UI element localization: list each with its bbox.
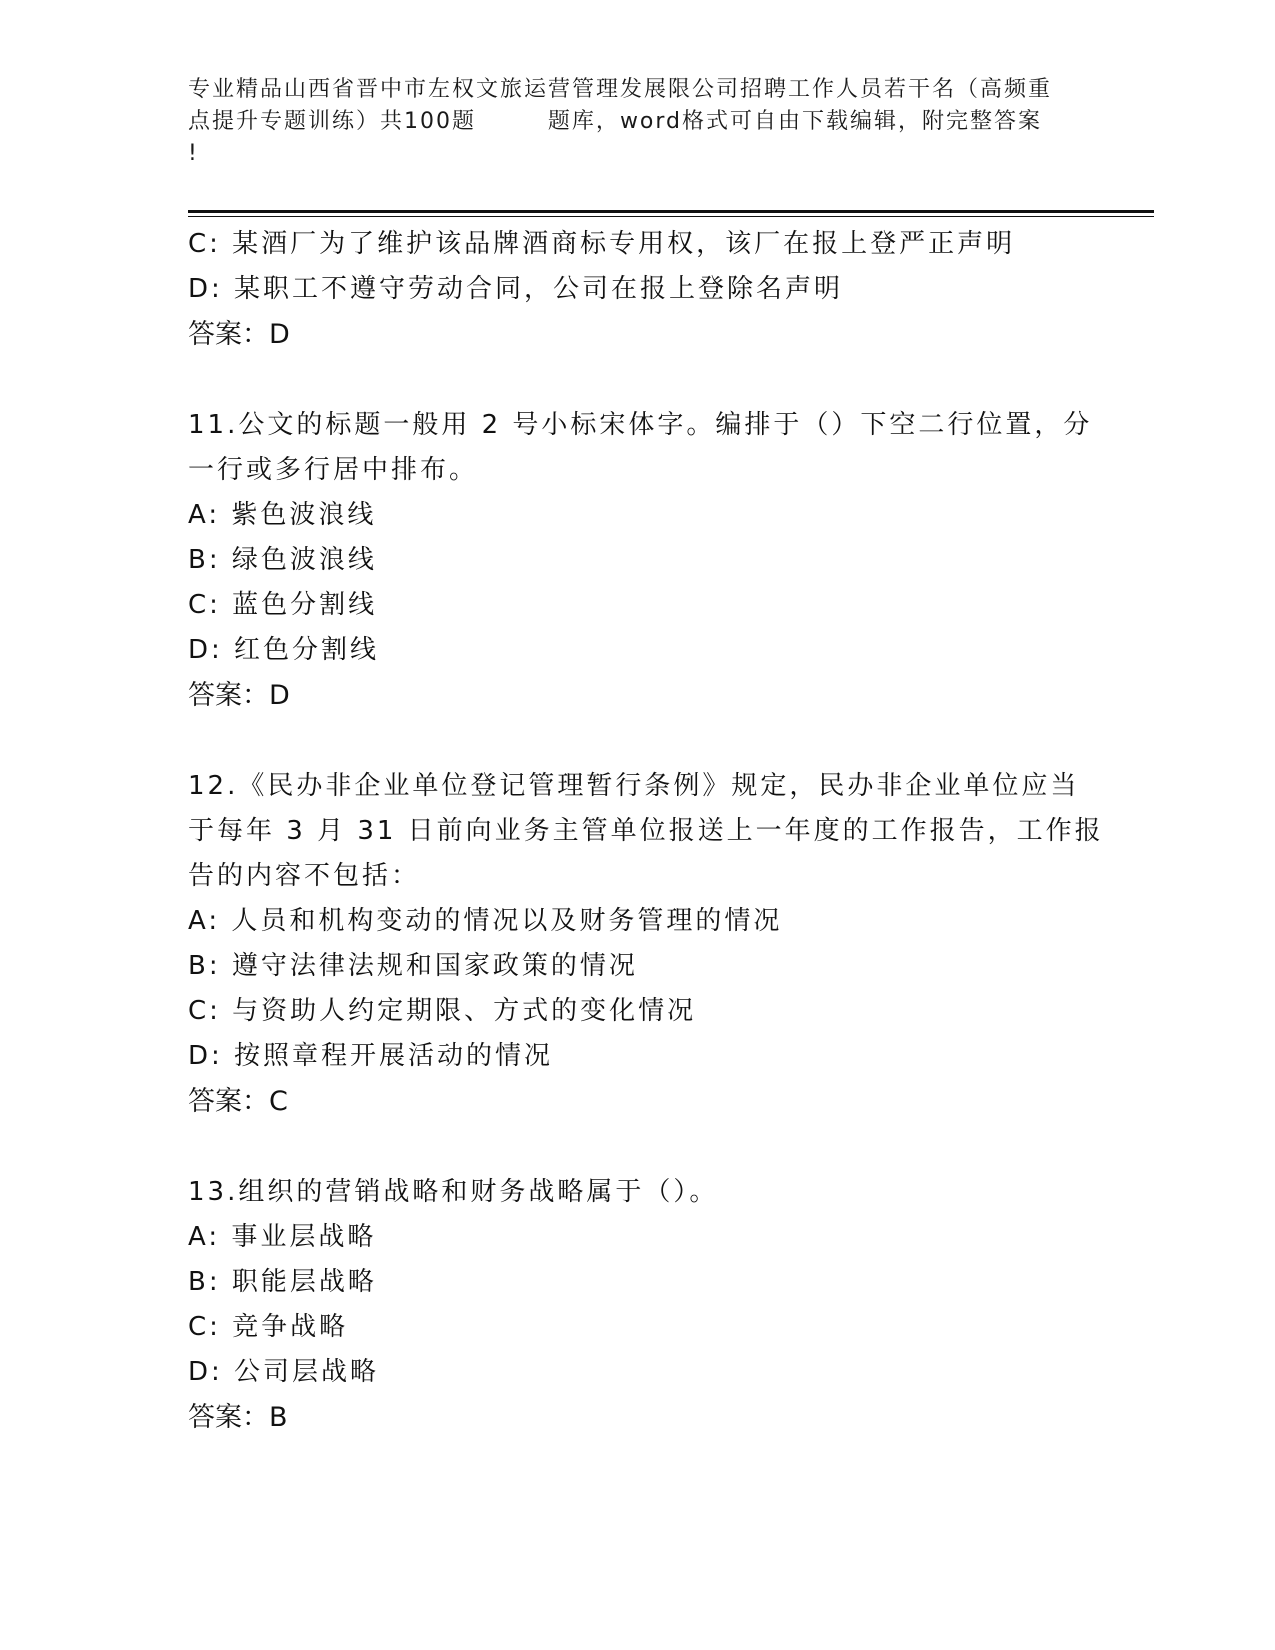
answer-line: 答案：C: [188, 1086, 288, 1117]
option-d: D: 某职工不遵守劳动合同，公司在报上登除名声明: [188, 274, 844, 304]
question-stem: 13.组织的营销战略和财务战略属于（）。: [188, 1177, 719, 1207]
option-c: C: 竞争战略: [188, 1312, 349, 1342]
header-line-2: 点提升专题训练）共100题 题库，word格式可自由下载编辑，附完整答案: [188, 109, 1043, 134]
answer-line: 答案：D: [188, 319, 290, 350]
document-body: [188, 222, 1104, 1440]
header-divider-thin: [188, 216, 1154, 217]
option-b: B: 绿色波浪线: [188, 545, 377, 575]
answer-line: 答案：D: [188, 680, 290, 711]
question-stem: 于每年 3 月 31 日前向业务主管单位报送上一年度的工作报告，工作报: [188, 816, 1104, 846]
option-d: D: 红色分割线: [188, 635, 380, 665]
option-a: A: 紫色波浪线: [188, 500, 377, 530]
question-12: [188, 764, 1104, 1124]
option-c: C: 与资助人约定期限、方式的变化情况: [188, 996, 697, 1026]
question-10-tail: [188, 222, 1088, 357]
option-b: B: 职能层战略: [188, 1267, 377, 1297]
question-stem: 12.《民办非企业单位登记管理暂行条例》规定，民办非企业单位应当: [188, 771, 1080, 801]
option-c: C: 某酒厂为了维护该品牌酒商标专用权，该厂在报上登严正声明: [188, 229, 1016, 259]
question-stem: 一行或多行居中排布。: [188, 455, 479, 485]
option-a: A: 事业层战略: [188, 1222, 377, 1252]
question-stem: 告的内容不包括：: [188, 861, 421, 891]
header-line-1: 专业精品山西省晋中市左权文旅运营管理发展限公司招聘工作人员若干名（高频重: [188, 77, 1053, 102]
question-stem: 11.公文的标题一般用 2 号小标宋体字。编排于（）下空二行位置，分: [188, 410, 1093, 440]
question-13: [188, 1170, 1088, 1440]
answer-line: 答案：B: [188, 1402, 288, 1433]
header-line-3: !: [188, 141, 199, 166]
option-b: B: 遵守法律法规和国家政策的情况: [188, 951, 638, 981]
option-d: D: 按照章程开展活动的情况: [188, 1041, 554, 1071]
header-divider-thick: [188, 210, 1154, 213]
option-d: D: 公司层战略: [188, 1357, 380, 1387]
question-11: [188, 403, 1093, 718]
document-header: [188, 74, 1088, 170]
option-c: C: 蓝色分割线: [188, 590, 378, 620]
option-a: A: 人员和机构变动的情况以及财务管理的情况: [188, 906, 783, 936]
